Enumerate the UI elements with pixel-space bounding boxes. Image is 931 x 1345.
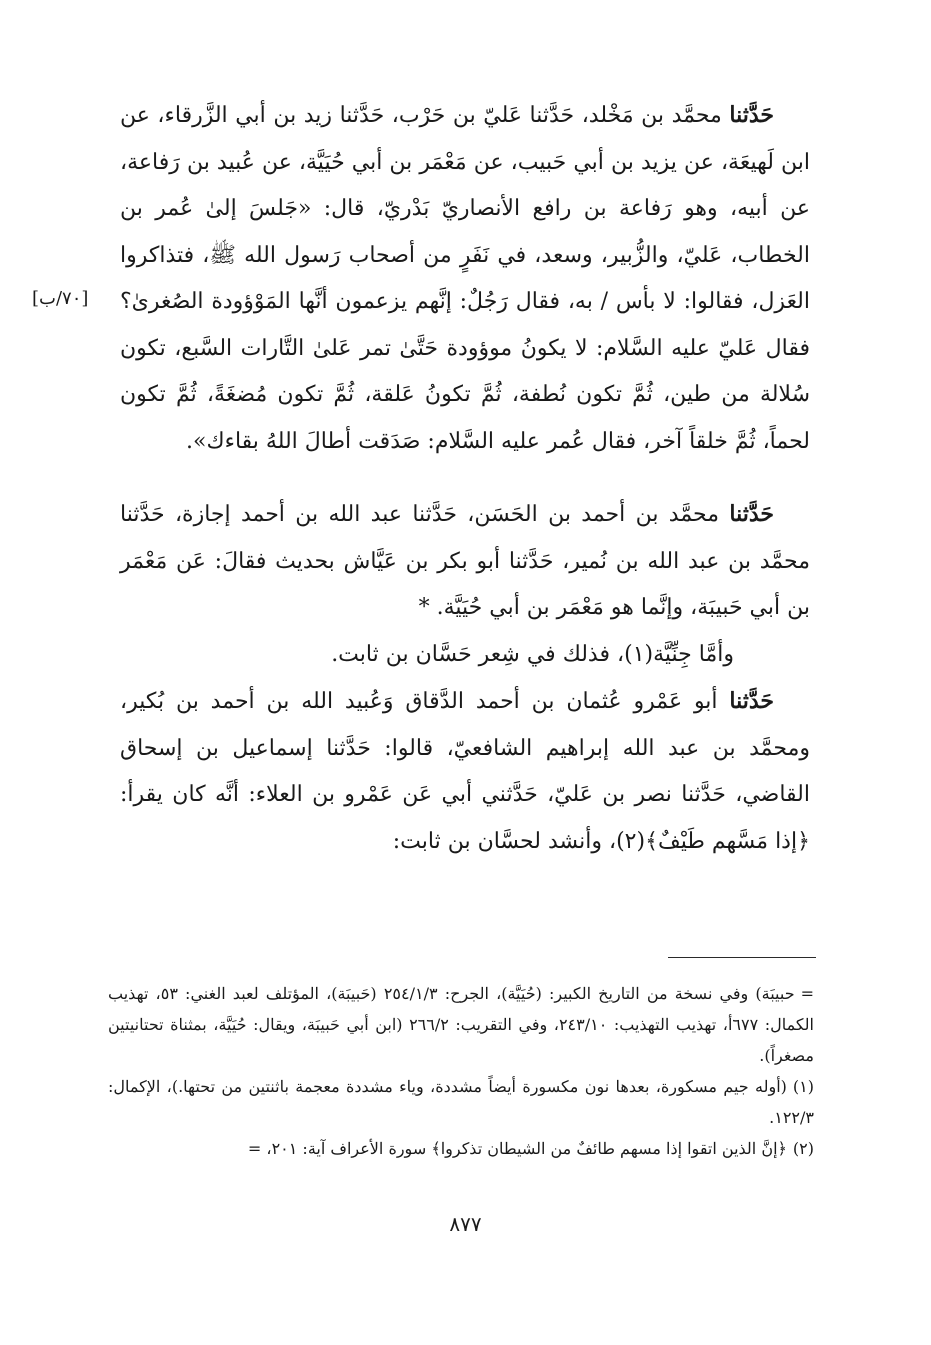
footnote-separator (668, 957, 816, 958)
manuscript-folio-marker: [٧٠/ب] (32, 288, 89, 309)
hadith-paragraph (120, 92, 810, 465)
footnote-number: (١) (792, 1077, 814, 1096)
footnote-text: حبيبَة) وفي نسخة من التاريخ الكبير: (حُيَيَّة)، الجرح: ٢٥٤/١/٣ (حَبيبَة)، المؤتلف لعبد الغني: ٥٣، تهذيب الكمال: ٦٧٧أ، تهذيب التهذيب: ٢٤٣/١٠، وفي التقريب: ٢٦٦/٢ (ابن أبي حَبيبَة، ويقال: حُيَيَّة، بمثناة تحتانيتين مصغراً). (108, 984, 815, 1065)
page-number: ٨٧٧ (449, 1212, 482, 1236)
paragraph-text: محمَّد بن أحمد بن الحَسَن، حَدَّثنا عبد الله بن أحمد إجازة، حَدَّثنا محمَّد بن عبد الله بن نُمير، حَدَّثنا أبو بكر بن عَيَّاش بحديث فقالَ: عَن مَعْمَر بن أبي حَبيبَة، وإنَّما هو مَعْمَر بن أبي حُيَيَّة. * (120, 502, 810, 620)
footnote-text: ﴿إنَّ الذين اتقوا إذا مسهم طائفٌ من الشيطان تذكروا﴾ سورة الأعراف آية: ٢٠١، = (247, 1139, 787, 1158)
paragraph-lead-word: حَدَّثنا (729, 688, 774, 714)
hadith-paragraph (120, 678, 810, 865)
paragraph-text: أبو عَمْرو عُثمان بن أحمد الدَّقاق وَعُبيد الله بن أحمد بن بُكير، ومحمَّد بن عبد الله إبراهيم الشافعيّ، قالوا: حَدَّثنا إسماعيل بن إسحاق القاضي، حَدَّثنا نصر بن عَليّ، حَدَّثني أبي عَن عَمْرو بن العلاء: أنَّه كان يقرأ: ﴿إذا مَسَّهم طَيْفٌ﴾(٢)، وأنشد لحسَّان بن ثابت: (120, 689, 810, 854)
footnote (108, 1071, 814, 1133)
commentary-paragraph (120, 632, 810, 679)
main-text-block (120, 92, 810, 865)
footnote (108, 1133, 814, 1164)
footnote-number: = (800, 984, 815, 1003)
paragraph-text: وأمَّا جِنِّيَّة(١)، فذلك في شِعر حَسَّان بن ثابت. (331, 641, 734, 667)
hadith-paragraph (120, 491, 810, 632)
footnotes-block (108, 978, 814, 1164)
footnote-number: (٢) (792, 1139, 814, 1158)
paragraph-text: محمَّد بن مَخْلد، حَدَّثنا عَليّ بن حَرْب، حَدَّثنا زيد بن أبي الزَّرقاء، عن ابن لَهيعَة، عن يزيد بن أبي حَبيب، عن مَعْمَر بن أبي حُيَيَّة، عن عُبيد بن رَفاعة، عن أبيه، وهو رَفاعة بن رافع الأنصاريّ بَدْريّ، قال: «جَلسَ إلىٰ عُمر بن الخطاب، عَليّ، والزُّبير، وسعد، في نَفَرٍ من أصحاب رَسول الله ﷺ، فتذاكروا العَزل، فقالوا: لا بأس / به، فقال رَجُلٌ: إنَّهم يزعمون أنَّها المَوْؤودة الصُغرىٰ؟ فقال عَليّ عليه السَّلام: لا يكونُ موؤودة حَتَّىٰ تمر عَلىٰ التَّارات السَّبع، تكون سُلالة من طين، ثُمَّ تكون نُطفة، ثُمَّ تكونُ عَلقة، ثُمَّ تكون مُضغَةً، ثُمَّ تكون لحماً، ثُمَّ خلقاً آخر، فقال عُمر عليه السَّلام: صَدَقت أطالَ اللهُ بقاءك». (120, 103, 810, 454)
footnote (108, 978, 814, 1071)
paragraph-lead-word: حَدَّثنا (729, 102, 774, 128)
paragraph-lead-word: حَدَّثنا (729, 501, 774, 527)
footnote-text: (أوله جيم مسكورة، بعدها نون مكسورة أيضاً مشددة، وياء مشددة معجمة باثنتين من تحتها.)، الإكمال: ١٢٢/٣. (108, 1077, 814, 1127)
